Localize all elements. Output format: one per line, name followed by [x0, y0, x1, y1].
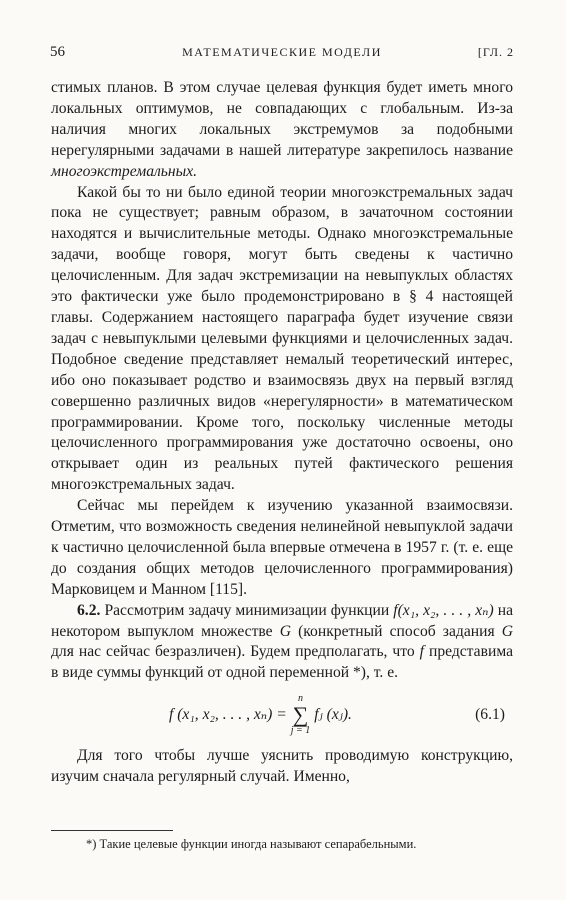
chapter-label: [ГЛ. 2: [477, 45, 514, 59]
running-title: МАТЕМАТИЧЕСКИЕ МОДЕЛИ: [182, 45, 382, 59]
footnote-text: Такие целевые функции иногда называют сепарабельными.: [99, 837, 417, 851]
sum-symbol: ∑: [292, 702, 309, 728]
term-italic: многоэкстремальных.: [51, 162, 198, 180]
footnote: [86, 836, 514, 852]
summation: [291, 694, 311, 736]
running-header: [50, 44, 514, 64]
set-symbol: G: [501, 622, 513, 640]
equation-number: (6.1): [475, 705, 505, 723]
section-6-2-paragraph: [51, 601, 513, 685]
body-text: [51, 78, 513, 788]
paragraph-2: Какой бы то ни было единой теории многоэкстремальных задач пока не существует; равным образом, в зачаточном состоянии находятся и вычислительные методы. Однако многоэкстремальные задачи, вообще говоря, могут быть сведены к частично целочисленным. Для задач экстремизации на невыпуклых областях это фактически уже было продемонстрировано в § 4 настоящей главы. Содержанием настоящего параграфа будет изучение связи задач с невыпуклыми целевыми функциями и целочисленных задач. Подобное сведение представляет немалый теоретический интерес, ибо оно показывает родство и взаимосвязь двух на первый взгляд совершенно различных видов «нерегулярности» в математическом программировании. Кроме того, поскольку численные методы целочисленного программирования уже достаточно освоены, оно открывает один из реальных путей фактического решения многоэкстремальных задач.: [51, 183, 513, 494]
equation-body: [169, 694, 352, 736]
section-text-1: Рассмотрим задачу минимизации функции: [100, 601, 394, 619]
page-number: 56: [50, 44, 65, 60]
equation-6-1: [51, 684, 513, 746]
section-text-3: (конкретный способ задания: [290, 622, 502, 640]
set-symbol: G: [279, 622, 291, 640]
paragraph-4: Для того чтобы лучше уяснить проводимую конструкцию, изучим сначала регулярный случай. Именно,: [51, 747, 513, 786]
section-text-2: на некотором выпуклом множестве: [51, 601, 513, 640]
section-text-4: для нас сейчас безразличен). Будем предполагать, что: [51, 643, 420, 661]
paragraph-1: [51, 78, 513, 183]
equation-lhs: f (x₁, x₂, . . . , xₙ) =: [169, 705, 287, 723]
section-text-5: представима в виде суммы функций от одной переменной *), т. е.: [51, 643, 513, 682]
section-number: 6.2.: [77, 601, 101, 619]
footnote-mark: *): [86, 837, 100, 851]
sum-lower-limit: j = 1: [290, 725, 311, 737]
function-expression: f(x₁, x₂, . . . , xₙ): [393, 601, 494, 619]
footnote-rule: [51, 830, 173, 831]
sum-upper-limit: n: [298, 693, 304, 705]
paragraph-1-text: стимых планов. В этом случае целевая функция будет иметь много локальных оптимумов, не совпадающих с глобальным. Из-за наличия многих локальных экстремумов за подобными нерегулярными задачами в нашей литературе закрепилось название: [51, 79, 513, 159]
function-symbol: f: [419, 643, 424, 661]
paragraph-3: Сейчас мы перейдем к изучению указанной взаимосвязи. Отметим, что возможность сведения нелинейной невыпуклой задачи к частично целочисленной была впервые отмечена в 1957 г. (т. е. еще до создания общих методов целочисленного программирования) Марковицем и Манном [115].: [51, 497, 513, 598]
equation-rhs: fⱼ (xⱼ).: [314, 705, 352, 723]
